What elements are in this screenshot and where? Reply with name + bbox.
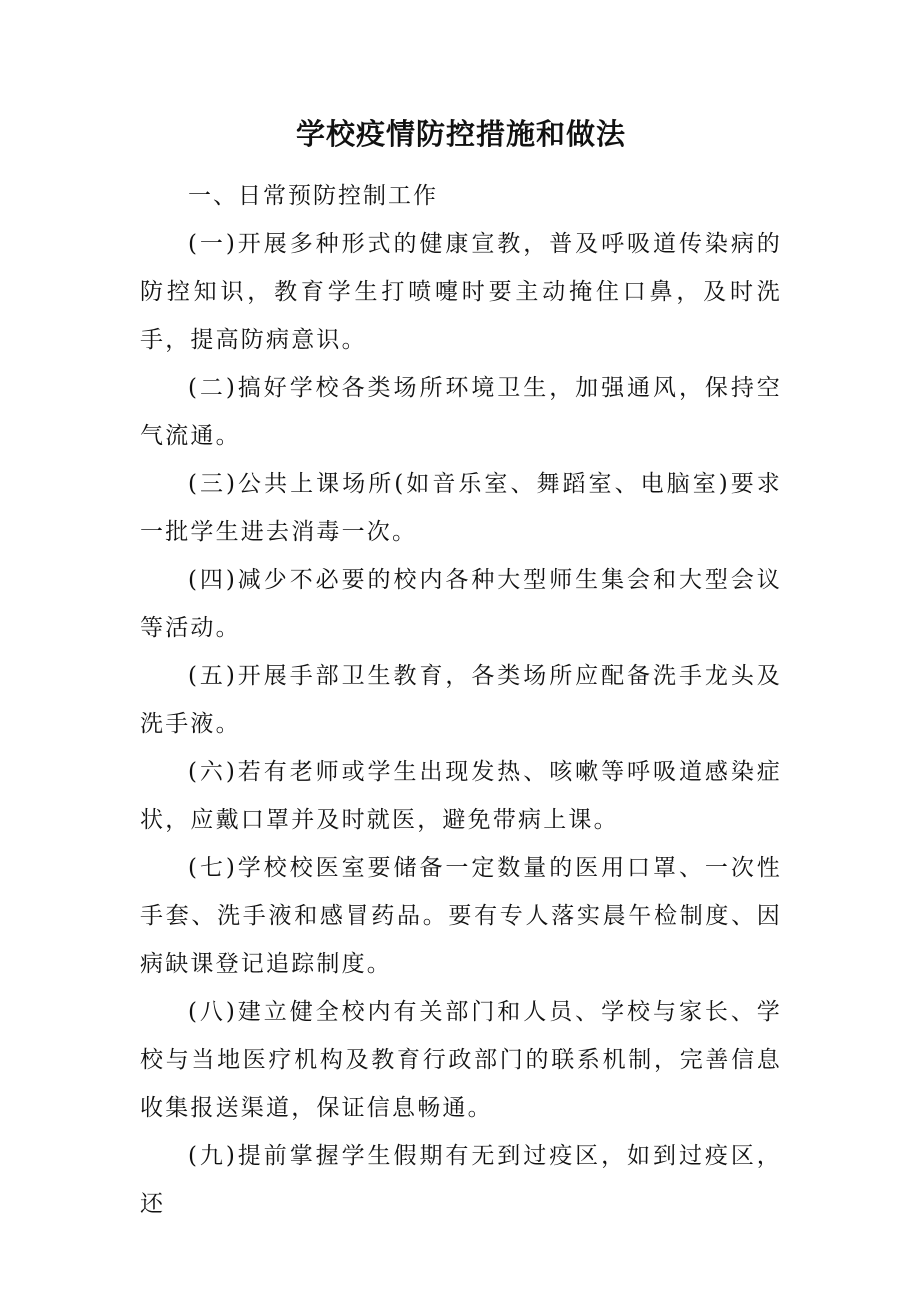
paragraph-3: (三)公共上课场所(如音乐室、舞蹈室、电脑室)要求一批学生进去消毒一次。 [140,471,782,545]
paragraph-1: (一)开展多种形式的健康宣教，普及呼吸道传染病的防控知识，教育学生打喷嚏时要主动掩住口鼻，及时洗手，提高防病意识。 [140,231,782,353]
paragraph-4: (四)减少不必要的校内各种大型师生集会和大型会议等活动。 [140,567,782,641]
paragraph-5: (五)开展手部卫生教育，各类场所应配备洗手龙头及洗手液。 [140,663,782,737]
paragraph-7: (七)学校校医室要储备一定数量的医用口罩、一次性手套、洗手液和感冒药品。要有专人落实晨午检制度、因病缺课登记追踪制度。 [140,855,782,977]
paragraph-8: (八)建立健全校内有关部门和人员、学校与家长、学校与当地医疗机构及教育行政部门的联系机制，完善信息收集报送渠道，保证信息畅通。 [140,999,782,1121]
paragraph-2: (二)搞好学校各类场所环境卫生，加强通风，保持空气流通。 [140,375,782,449]
document-title: 学校疫情防控措施和做法 [295,117,626,151]
paragraph-9: (九)提前掌握学生假期有无到过疫区，如到过疫区，还 [140,1143,782,1217]
section-heading: 一、日常预防控制工作 [188,183,438,209]
paragraph-6: (六)若有老师或学生出现发热、咳嗽等呼吸道感染症状，应戴口罩并及时就医，避免带病上课。 [140,759,782,833]
